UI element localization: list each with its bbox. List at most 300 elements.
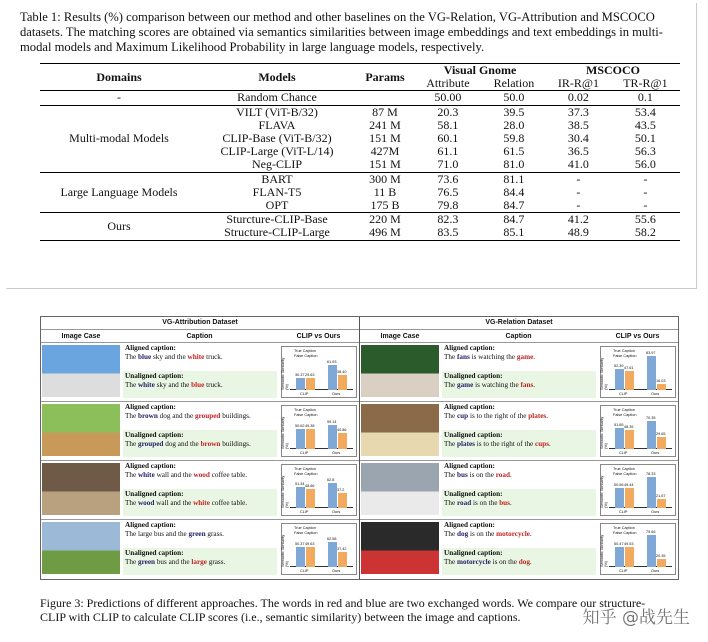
caption-label: Aligned caption: — [125, 521, 176, 529]
unaligned-caption — [123, 371, 277, 398]
bar-true-caption — [296, 547, 305, 567]
bar-true-caption — [328, 542, 337, 567]
bar-true-caption — [647, 421, 656, 449]
x-tick-label: Ours — [332, 569, 341, 573]
exchanged-word: white — [137, 471, 155, 479]
caption-text: . — [549, 440, 551, 448]
clip-vs-ours-chart — [281, 523, 357, 575]
cell-attr: 61.1 — [437, 144, 459, 159]
cell-model: BART — [261, 171, 293, 186]
cell-params: 427M — [370, 144, 400, 159]
caption-text: . — [509, 499, 512, 507]
caption-text: wall and the — [154, 471, 194, 479]
aligned-caption — [442, 402, 596, 429]
cell-model: FLAN-T5 — [252, 184, 302, 199]
cell-attr: 73.6 — [437, 171, 459, 186]
cell-ir: 38.5 — [567, 117, 589, 132]
clip-vs-ours-chart — [281, 464, 357, 516]
caption-label: Unaligned caption: — [444, 490, 503, 498]
exchanged-word: bus — [499, 499, 510, 507]
legend-false: False Caption — [613, 472, 637, 476]
caption-text: The — [444, 530, 457, 538]
bar-true-caption — [615, 428, 624, 449]
cell-params: 496 M — [369, 225, 401, 240]
col-visual-gnome: Visual Gnome — [443, 63, 517, 77]
right-col-caption: Caption — [505, 333, 532, 340]
right-dataset-title: VG-Relation Dataset — [485, 319, 553, 326]
col-mscoco: MSCOCO — [586, 63, 641, 77]
bar-true-caption — [647, 535, 656, 567]
x-tick-label: CLIP — [300, 392, 309, 396]
cell-model: CLIP-Large (ViT-L/14) — [220, 144, 334, 159]
x-tick-label: Ours — [651, 392, 660, 396]
caption-text: The — [125, 471, 138, 479]
cell-rel: 84.7 — [503, 198, 525, 213]
clip-vs-ours-chart — [281, 405, 357, 457]
exchanged-word: blue — [137, 353, 152, 361]
caption-text: The — [125, 499, 138, 507]
cell-rel: 81.0 — [503, 157, 525, 172]
exchanged-word: wood — [137, 499, 155, 507]
exchanged-word: road — [495, 471, 510, 479]
image-case — [361, 345, 439, 397]
x-tick-label: Ours — [332, 451, 341, 455]
aligned-caption — [442, 520, 596, 547]
cell-model: Random Chance — [237, 90, 317, 105]
bar-value-label: 48.66 — [305, 484, 315, 488]
legend-false: False Caption — [613, 531, 637, 535]
cell-attr: 58.1 — [437, 117, 459, 132]
bar-true-caption — [328, 483, 337, 508]
bar-value-label: 50.62 — [295, 424, 305, 428]
caption-label: Unaligned caption: — [125, 372, 184, 380]
bar-false-caption — [306, 489, 315, 508]
bar-value-label: 50.56 — [614, 483, 624, 487]
caption-label: Unaligned caption: — [125, 431, 184, 439]
exchanged-word: white — [137, 381, 155, 389]
cell-ir: - — [576, 198, 581, 213]
cell-rel: 59.8 — [503, 131, 525, 146]
caption-label: Aligned caption: — [444, 344, 495, 352]
aligned-caption — [123, 343, 277, 370]
caption-text: . — [533, 381, 536, 389]
image-case — [361, 404, 439, 456]
cell-tr: 56.0 — [634, 157, 656, 172]
caption-text: . — [529, 558, 532, 566]
unaligned-caption — [123, 489, 277, 516]
cell-model: CLIP-Base (ViT-B/32) — [222, 131, 332, 146]
legend-true: True Caption — [613, 349, 635, 353]
exchanged-word: plates — [528, 412, 547, 420]
domain-cell: Ours — [107, 218, 131, 233]
cell-tr: - — [643, 184, 648, 199]
domain-cell: Large Language Models — [60, 184, 178, 199]
bar-value-label: 49.63 — [305, 542, 315, 546]
unaligned-caption — [442, 548, 596, 575]
bar-false-caption — [306, 547, 315, 567]
legend-false: False Caption — [294, 354, 318, 358]
bar-false-caption — [657, 499, 666, 508]
cell-tr: 0.1 — [637, 90, 653, 105]
unaligned-caption — [442, 430, 596, 457]
caption-label: Aligned caption: — [444, 462, 495, 470]
caption-text: buildings. — [220, 440, 251, 448]
exchanged-word: wood — [193, 471, 210, 479]
legend-true: True Caption — [294, 526, 316, 530]
table1-caption: Table 1: Results (%) comparison between our method and other baselines on the VG-Relation, VG-Attribution and MSCOCO datasets. The matching scores are obtained via semantics similarities between image embeddings and text embeddings in multi-modal models and Maximum Likelihood Probability in large language models, respectively. — [20, 10, 663, 54]
x-tick-label: CLIP — [300, 569, 309, 573]
exchanged-word: motorcycle — [456, 558, 491, 566]
bar-value-label: 49.38 — [305, 424, 315, 428]
legend-true: True Caption — [613, 526, 635, 530]
legend-false: False Caption — [613, 354, 637, 358]
cell-rel: 81.1 — [503, 171, 525, 186]
figure3-caption: Figure 3: Predictions of different approaches. The words in red and blue are two exchanged words. We compare our structure-CLIP with CLIP to calculate CLIP scores (i.e., semantic similarity) between the image and captions. — [40, 596, 646, 624]
bar-value-label: 50.47 — [614, 542, 624, 546]
bar-false-caption — [338, 552, 347, 567]
image-case — [361, 463, 439, 515]
cell-params: 11 B — [373, 184, 397, 199]
col-params: Params — [365, 69, 405, 84]
x-tick-label: Ours — [651, 569, 660, 573]
bar-value-label: 83.97 — [646, 351, 656, 355]
legend-true: True Caption — [613, 408, 635, 412]
right-col-image: Image Case — [380, 333, 420, 340]
bar-value-label: 20.35 — [656, 554, 666, 558]
caption-text: wall and the — [154, 499, 194, 507]
exchanged-word: grouped — [137, 440, 164, 448]
left-col-caption: Caption — [186, 333, 213, 340]
cell-tr: 43.5 — [634, 117, 656, 132]
caption-text: . — [509, 471, 512, 479]
caption-text: The — [444, 381, 457, 389]
bar-false-caption — [657, 437, 666, 449]
cell-model: Structure-CLIP-Large — [224, 225, 330, 240]
bar-value-label: 70.35 — [646, 416, 656, 420]
bar-value-label: 30.37 — [295, 373, 305, 377]
image-case — [42, 404, 120, 456]
bar-false-caption — [657, 559, 666, 567]
cell-ir: 30.4 — [567, 131, 589, 146]
caption-label: Aligned caption: — [125, 462, 176, 470]
aligned-caption — [442, 343, 596, 370]
cell-attr: 71.0 — [437, 157, 459, 172]
bar-value-label: 78.33 — [646, 472, 656, 476]
caption-text: is watching the — [473, 381, 521, 389]
caption-text: sky and the — [154, 381, 192, 389]
bar-value-label: 29.65 — [656, 432, 666, 436]
caption-text: truck. — [204, 353, 223, 361]
chart-ylabel: Semantic Similarity (%) — [600, 534, 608, 567]
caption-label: Unaligned caption: — [444, 431, 503, 439]
table-row — [40, 105, 680, 119]
cell-tr: 53.4 — [634, 104, 656, 119]
cell-attr: 83.5 — [437, 225, 459, 240]
legend-false: False Caption — [294, 472, 318, 476]
legend-true: True Caption — [294, 408, 316, 412]
aligned-caption — [123, 402, 277, 429]
caption-text: truck. — [204, 381, 223, 389]
bar-false-caption — [338, 375, 347, 390]
bar-false-caption — [625, 547, 634, 567]
caption-text: The — [444, 471, 457, 479]
caption-text: The — [444, 558, 457, 566]
exchanged-word: dog — [518, 558, 530, 566]
cell-params: 220 M — [369, 212, 401, 227]
caption-text: sky and the — [151, 353, 188, 361]
cell-attr: 60.1 — [437, 131, 459, 146]
aligned-caption — [123, 520, 277, 547]
bar-value-label: 29.63 — [305, 373, 315, 377]
bar-false-caption — [338, 433, 347, 449]
caption-label: Aligned caption: — [444, 521, 495, 529]
bar-false-caption — [625, 488, 634, 508]
caption-text: buildings. — [220, 412, 251, 420]
bar-false-caption — [338, 493, 347, 508]
cell-tr: - — [643, 171, 648, 186]
cell-tr: 55.6 — [634, 212, 656, 227]
bar-false-caption — [657, 384, 666, 390]
unaligned-caption — [442, 371, 596, 398]
x-tick-label: CLIP — [619, 392, 628, 396]
table-row — [40, 91, 680, 105]
exchanged-word: dog — [456, 530, 469, 538]
caption-text: is on the — [490, 558, 519, 566]
results-table — [40, 63, 680, 241]
caption-text: The — [444, 412, 457, 420]
legend-true: True Caption — [294, 467, 316, 471]
x-tick-label: CLIP — [619, 569, 628, 573]
exchanged-word: game — [456, 381, 474, 389]
clip-vs-ours-chart — [281, 346, 357, 398]
cell-ir: 37.3 — [567, 104, 589, 119]
bar-value-label: 37.42 — [337, 547, 347, 551]
x-tick-label: Ours — [651, 451, 660, 455]
cell-ir: 48.9 — [567, 225, 589, 240]
left-col-image: Image Case — [61, 333, 101, 340]
cell-attr: 20.3 — [437, 104, 459, 119]
clip-vs-ours-chart — [600, 464, 676, 516]
exchanged-word: plates — [456, 440, 475, 448]
caption-label: Unaligned caption: — [444, 372, 503, 380]
caption-text: The — [125, 353, 138, 361]
domain-cell: - — [117, 90, 121, 105]
caption-text: is to the right of the — [474, 440, 536, 448]
cell-rel: 84.7 — [503, 212, 525, 227]
caption-text: is watching the — [469, 353, 517, 361]
chart-ylabel: Semantic Similarity (%) — [281, 475, 289, 508]
chart-ylabel: Semantic Similarity (%) — [600, 357, 608, 390]
bar-value-label: 62.8 — [327, 478, 335, 482]
bar-value-label: 21.67 — [656, 494, 666, 498]
bar-true-caption — [296, 487, 305, 508]
col-ir: IR-R@1 — [557, 76, 599, 91]
exchanged-word: blue — [191, 381, 205, 389]
cell-attr: 82.3 — [437, 212, 459, 227]
image-case — [361, 522, 439, 574]
caption-label: Unaligned caption: — [125, 490, 184, 498]
chart-ylabel: Semantic Similarity (%) — [600, 416, 608, 449]
caption-label: Aligned caption: — [125, 344, 176, 352]
cell-tr: - — [643, 198, 648, 213]
caption-text: The — [444, 353, 457, 361]
cell-rel: 39.5 — [503, 104, 525, 119]
cell-ir: 36.5 — [567, 144, 589, 159]
chart-ylabel: Semantic Similarity (%) — [600, 475, 608, 508]
caption-text: is on the — [467, 471, 496, 479]
caption-text: The — [125, 558, 138, 566]
bar-true-caption — [296, 378, 305, 390]
bar-value-label: 62.58 — [327, 537, 337, 541]
exchanged-word: large — [191, 558, 207, 566]
bar-value-label: 49.53 — [624, 542, 634, 546]
exchanged-word: cups — [535, 440, 550, 448]
bar-false-caption — [625, 371, 634, 390]
cell-params: 241 M — [369, 117, 401, 132]
cell-params: 175 B — [370, 198, 400, 213]
exchanged-word: green — [137, 558, 156, 566]
image-case — [42, 463, 120, 515]
exchanged-word: green — [188, 530, 206, 538]
watermark: 知乎 @战先生 — [582, 608, 690, 628]
bar-true-caption — [296, 429, 305, 449]
col-relation: Relation — [493, 76, 535, 91]
bar-true-caption — [328, 365, 337, 390]
cell-params: 151 M — [369, 157, 401, 172]
right-col-clip: CLIP vs Ours — [615, 333, 660, 340]
bar-true-caption — [647, 477, 656, 508]
cell-tr: 50.1 — [634, 131, 656, 146]
bar-value-label: 37.2 — [337, 488, 345, 492]
caption-text: is to the right of the — [468, 412, 529, 420]
x-tick-label: CLIP — [300, 510, 309, 514]
caption-text: dog and the — [163, 440, 201, 448]
bar-true-caption — [647, 356, 656, 390]
exchanged-word: brown — [137, 412, 158, 420]
cell-ir: 41.0 — [567, 157, 589, 172]
exchanged-word: cup — [456, 412, 469, 420]
bar-false-caption — [306, 378, 315, 390]
bar-value-label: 49.44 — [624, 483, 634, 487]
x-tick-label: CLIP — [619, 451, 628, 455]
legend-false: False Caption — [294, 531, 318, 535]
domain-cell: Multi-modal Models — [69, 131, 169, 146]
bar-value-label: 16.03 — [656, 379, 666, 383]
cell-ir: 0.02 — [567, 90, 589, 105]
bar-value-label: 50.37 — [295, 542, 305, 546]
x-tick-label: Ours — [651, 510, 660, 514]
caption-label: Aligned caption: — [125, 403, 176, 411]
bar-value-label: 48.35 — [624, 425, 634, 429]
bar-true-caption — [328, 425, 337, 449]
cell-params: 151 M — [369, 131, 401, 146]
x-tick-label: CLIP — [300, 451, 309, 455]
aligned-caption — [442, 461, 596, 488]
caption-text: The — [444, 499, 457, 507]
bar-value-label: 52.39 — [614, 364, 624, 368]
bar-value-label: 51.65 — [614, 423, 624, 427]
caption-text: The — [125, 440, 138, 448]
cell-ir: - — [576, 171, 581, 186]
exchanged-word: brown — [200, 440, 221, 448]
caption-text: The — [125, 412, 138, 420]
cell-tr: 58.2 — [634, 225, 656, 240]
figure3-grid — [40, 316, 679, 580]
bar-true-caption — [615, 488, 624, 508]
cell-params: 87 M — [372, 104, 398, 119]
bar-value-label: 51.34 — [295, 482, 305, 486]
exchanged-word: game — [516, 353, 534, 361]
cell-tr: 56.3 — [634, 144, 656, 159]
bar-value-label: 40.86 — [337, 428, 347, 432]
exchanged-word: motorcycle — [496, 530, 530, 538]
unaligned-caption — [123, 548, 277, 575]
x-tick-label: Ours — [332, 392, 341, 396]
cell-model: OPT — [265, 198, 289, 213]
caption-text: The — [444, 440, 457, 448]
chart-ylabel: Semantic Similarity (%) — [281, 534, 289, 567]
cell-rel: 61.5 — [503, 144, 525, 159]
image-case — [42, 522, 120, 574]
caption-text: The large bus and the — [125, 530, 189, 538]
cell-rel: 84.4 — [503, 184, 525, 199]
legend-true: True Caption — [294, 349, 316, 353]
exchanged-word: fans — [520, 381, 534, 389]
exchanged-word: white — [187, 353, 205, 361]
image-case — [42, 345, 120, 397]
bar-true-caption — [615, 369, 624, 390]
caption-text: grass. — [206, 558, 226, 566]
cell-model: Sturcture-CLIP-Base — [226, 212, 328, 227]
exchanged-word: grouped — [194, 412, 221, 420]
left-dataset-title: VG-Attribution Dataset — [162, 319, 238, 326]
cell-rel: 28.0 — [503, 117, 525, 132]
aligned-caption — [123, 461, 277, 488]
col-domains: Domains — [96, 69, 142, 84]
cell-params: 300 M — [369, 171, 401, 186]
cell-rel: 50.0 — [503, 90, 525, 105]
caption-text: dog and the — [157, 412, 195, 420]
legend-false: False Caption — [613, 413, 637, 417]
bar-value-label: 47.61 — [624, 366, 634, 370]
caption-text: coffee table. — [209, 471, 248, 479]
bar-false-caption — [625, 430, 634, 449]
col-attribute: Attribute — [426, 76, 470, 91]
caption-text: The — [125, 381, 138, 389]
x-tick-label: CLIP — [619, 510, 628, 514]
clip-vs-ours-chart — [600, 405, 676, 457]
caption-text: is on the — [471, 499, 500, 507]
cell-params — [356, 91, 414, 105]
col-models: Models — [258, 69, 296, 84]
bar-true-caption — [615, 547, 624, 567]
legend-false: False Caption — [294, 413, 318, 417]
caption-text: is on the — [468, 530, 497, 538]
table-row — [40, 213, 680, 227]
cell-attr: 50.00 — [434, 90, 462, 105]
cell-model: Neg-CLIP — [252, 157, 302, 172]
exchanged-word: bus — [456, 471, 468, 479]
table1-section — [18, 10, 694, 241]
unaligned-caption — [442, 489, 596, 516]
x-tick-label: Ours — [332, 510, 341, 514]
unaligned-caption — [123, 430, 277, 457]
bar-value-label: 59.14 — [327, 420, 337, 424]
exchanged-word: fans — [456, 353, 470, 361]
chart-ylabel: Semantic Similarity (%) — [281, 416, 289, 449]
caption-label: Unaligned caption: — [125, 549, 184, 557]
caption-text: coffee table. — [209, 499, 248, 507]
